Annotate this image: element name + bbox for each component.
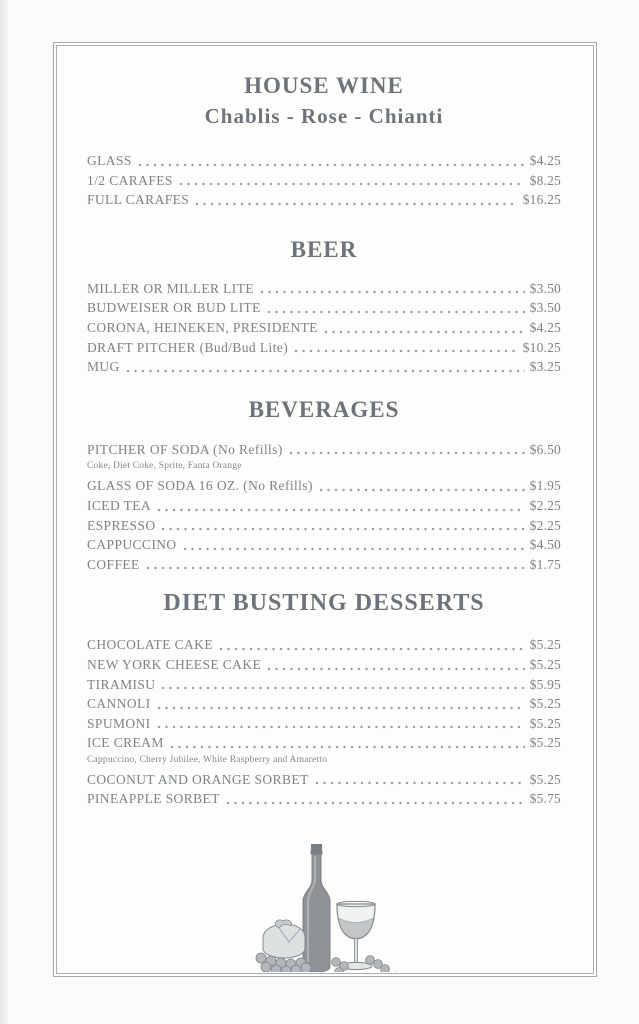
menu-item-name: MUG [87, 359, 120, 375]
menu-page-frame [53, 42, 597, 977]
menu-page-inner-frame [56, 45, 594, 974]
section-heading: BEVERAGES [248, 396, 400, 422]
menu-item-price: $10.25 [522, 339, 561, 355]
section-heading: DIET BUSTING DESSERTS [163, 590, 485, 617]
menu-item-name: MILLER OR MILLER LITE [87, 280, 254, 296]
menu-item-row [87, 635, 561, 655]
section-heading: HOUSE WINE [244, 73, 404, 98]
menu-item-row [87, 789, 561, 809]
menu-item-price: $5.25 [529, 735, 561, 751]
dot-leader [179, 182, 525, 186]
section-heading: BEER [290, 236, 358, 262]
menu-item-price: $4.25 [529, 319, 561, 335]
dot-leader [157, 725, 525, 729]
menu-item-row [87, 535, 561, 555]
dot-leader [315, 781, 525, 785]
menu-item-row [87, 655, 561, 675]
dot-leader [219, 647, 525, 651]
item-list [87, 635, 561, 809]
menu-item-row [87, 298, 561, 318]
scan-shadow-edge [0, 0, 10, 1024]
menu-item-price: $5.25 [529, 637, 561, 653]
dot-leader [226, 801, 525, 805]
menu-item-row [87, 357, 561, 377]
menu-item-price: $2.25 [529, 497, 561, 513]
dot-leader [170, 745, 525, 749]
menu-item-name: CANNOLI [87, 696, 151, 712]
menu-item-row [87, 733, 561, 753]
menu-item-name: CAPPUCCINO [87, 537, 177, 553]
menu-item-price: $5.25 [529, 715, 561, 731]
menu-item-row [87, 770, 561, 790]
dot-leader [289, 451, 525, 455]
menu-item-price: $5.25 [529, 696, 561, 712]
dot-leader [260, 290, 525, 294]
dot-leader [157, 706, 525, 710]
menu-item-name: TIRAMISU [87, 676, 156, 692]
menu-item-row [87, 190, 561, 210]
dot-leader [126, 369, 525, 373]
menu-item-row [87, 516, 561, 536]
menu-item-price: $4.25 [529, 153, 561, 168]
menu-item-price: $5.95 [529, 676, 561, 692]
menu-item-name: DRAFT PITCHER (Bud/Bud Lite) [87, 339, 289, 355]
menu-item-name: GLASS OF SODA 16 OZ. (No Refills) [87, 478, 313, 494]
menu-item-name: GLASS [87, 153, 132, 168]
menu-item-row [87, 694, 561, 714]
menu-item-row [87, 714, 561, 734]
menu-item-row [87, 171, 561, 191]
dot-leader [157, 508, 525, 512]
menu-item-row [87, 496, 561, 516]
menu-item-name: PINEAPPLE SORBET [87, 791, 220, 807]
dot-leader [161, 527, 524, 531]
dot-leader [267, 667, 525, 671]
menu-item-name: ICE CREAM [87, 735, 164, 751]
wine-bottle-glass-grapes-icon [249, 842, 399, 972]
menu-item-name: CORONA, HEINEKEN, PRESIDENTE [87, 319, 318, 335]
wine-still-life-illustration [87, 842, 561, 972]
item-list [87, 151, 561, 210]
menu-item-note: Cappuccino, Cherry Jubilee, White Raspberry and Amaretto [87, 754, 328, 765]
dot-leader [267, 310, 525, 314]
dot-leader [183, 547, 525, 551]
item-list [87, 279, 561, 377]
dot-leader [146, 566, 525, 570]
menu-item-name: ICED TEA [87, 497, 152, 513]
menu-item-name: CHOCOLATE CAKE [87, 637, 213, 653]
menu-item-price: $1.75 [529, 556, 561, 572]
menu-item-name: SPUMONI [87, 715, 151, 731]
dot-leader [161, 686, 524, 690]
menu-item-price: $4.50 [529, 537, 561, 553]
section-house-wine [87, 73, 561, 210]
menu-item-row [87, 279, 561, 299]
dot-leader [294, 349, 518, 353]
menu-item-name: PITCHER OF SODA (No Refills) [87, 441, 283, 457]
section-subheading: Chablis - Rose - Chianti [204, 104, 444, 128]
dot-leader [324, 330, 525, 334]
menu-item-row [87, 555, 561, 575]
menu-item-price: $5.25 [529, 656, 561, 672]
item-list [87, 440, 561, 575]
menu-item-price: $6.50 [529, 441, 561, 457]
menu-item-name: COCONUT AND ORANGE SORBET [87, 771, 309, 787]
menu-item-row [87, 476, 561, 496]
menu-item-name: COFFEE [87, 556, 140, 572]
menu-item-row [87, 318, 561, 338]
menu-item-price: $3.50 [529, 300, 561, 316]
section-desserts [87, 590, 561, 809]
dot-leader [138, 163, 525, 167]
menu-item-name: NEW YORK CHEESE CAKE [87, 656, 262, 672]
menu-item-row [87, 151, 561, 171]
section-beverages [87, 397, 561, 575]
menu-item-price: $8.25 [529, 172, 561, 188]
dot-leader [319, 488, 525, 492]
menu-item-row [87, 338, 561, 358]
menu-item-name: BUDWEISER OR BUD LITE [87, 300, 261, 316]
menu-item-name: ESPRESSO [87, 517, 156, 533]
menu-item-row [87, 675, 561, 695]
menu-item-price: $16.25 [522, 192, 561, 208]
menu-item-price: $1.95 [529, 478, 561, 494]
menu-item-name: 1/2 CARAFES [87, 172, 173, 188]
menu-item-name: FULL CARAFES [87, 192, 190, 208]
menu-item-row [87, 440, 561, 460]
menu-item-price: $3.50 [529, 280, 561, 296]
menu-item-price: $5.25 [529, 771, 561, 787]
menu-item-price: $5.75 [529, 791, 561, 807]
menu-content [58, 47, 592, 972]
menu-item-note: Coke, Diet Coke, Sprite, Fanta Orange [87, 461, 242, 472]
dot-leader [195, 202, 517, 206]
menu-item-price: $3.25 [529, 359, 561, 375]
section-beer [87, 237, 561, 377]
menu-item-price: $2.25 [529, 517, 561, 533]
